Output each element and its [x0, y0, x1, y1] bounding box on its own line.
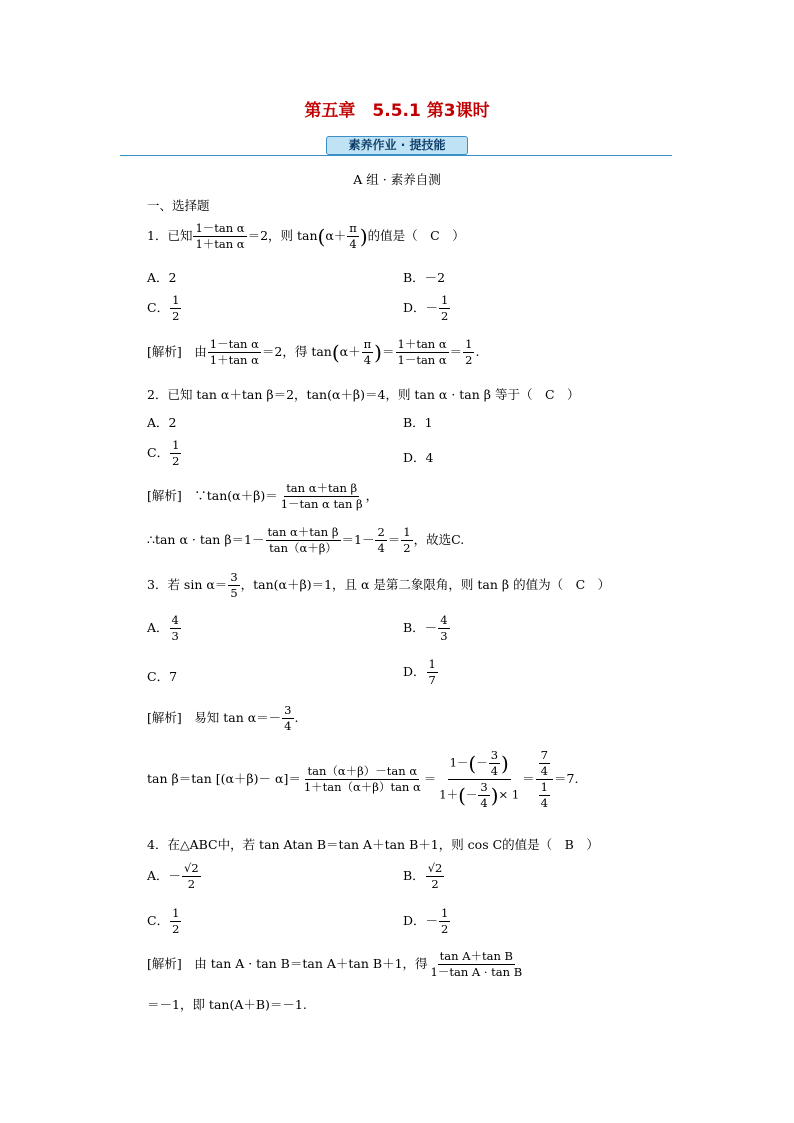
q4-opt-a-label: A．－ — [147, 868, 182, 883]
q4-option-a — [147, 862, 202, 891]
q3-opt-a-den: 3 — [171, 629, 179, 643]
q3-sol2-rn-frac — [539, 749, 550, 778]
q1-sol-num2: 1＋tan α — [397, 337, 447, 351]
question-3-stem — [147, 571, 610, 600]
q3-sol2-cnum — [448, 749, 511, 780]
q4-opt-a-den: 2 — [187, 877, 196, 891]
q3-sol1-den: 4 — [284, 719, 292, 733]
q3-sol2-num: tan（α＋β）－tan α — [307, 764, 418, 778]
q1-option-d — [403, 294, 451, 323]
q3-sol2-result-den — [536, 780, 553, 810]
q3-stem-num: 3 — [230, 570, 238, 584]
q3-stem-frac — [228, 571, 239, 600]
q3-sol2-result-frac — [536, 749, 553, 810]
q4-opt-b-den: 2 — [431, 877, 439, 891]
q3-sol2-cnum-paren-l: ( — [468, 751, 477, 776]
q2-sol1-prefix: [解析] ∵tan(α＋β)＝ — [147, 488, 278, 503]
q3-option-c: C．7 — [147, 669, 178, 684]
q1-sol-frac2 — [396, 338, 449, 367]
q3-sol2-result-num — [536, 749, 553, 780]
q3-opt-b-label: B．－ — [403, 620, 438, 635]
q4-opt-a-frac — [182, 862, 201, 891]
q1-stem-suffix: 的值是（ C ） — [367, 228, 465, 243]
section-banner: 素养作业 · 提技能 — [326, 136, 468, 155]
q2-sol2-den2: 4 — [377, 541, 385, 555]
q1-sol-pi: π — [363, 337, 372, 351]
q2-option-d: D．4 — [403, 450, 434, 465]
q2-opt-c-frac — [170, 439, 181, 468]
q1-stem-mid: ＝2，则 tan — [247, 228, 318, 243]
q1-opt-d-den: 2 — [441, 309, 449, 323]
q1-sol-mid: ＝2，得 tan — [261, 344, 332, 359]
q2-sol2-num2: 2 — [377, 525, 385, 539]
q1-option-a: A．2 — [147, 270, 177, 285]
q3-sol2-cnum-frac — [489, 749, 500, 778]
q3-sol2-cden-paren-l: ( — [458, 783, 466, 808]
q4-sol1-num: tan A＋tan B — [439, 949, 514, 963]
q3-sol2-eq2: ＝ — [522, 771, 535, 786]
q3-sol2-cnum-inner: － — [476, 755, 488, 770]
q2-sol1-frac — [279, 482, 365, 511]
q3-sol2-cden-n: 3 — [480, 780, 488, 794]
q3-sol2-cnum-prefix: 1－ — [449, 755, 469, 770]
q1-opt-c-den: 2 — [172, 309, 180, 323]
q3-sol2-end: ＝7. — [554, 771, 579, 786]
q2-option-b: B．1 — [403, 415, 433, 430]
q4-opt-c-den: 2 — [172, 922, 180, 936]
q2-sol2-frac2 — [375, 526, 386, 555]
q3-sol2-den: 1＋tan（α＋β）tan α — [303, 780, 421, 794]
q1-opt-d-num: 1 — [441, 293, 449, 307]
q1-option-b: B．－2 — [403, 270, 446, 285]
q2-solution-line-1 — [147, 482, 378, 511]
q3-sol2-cden-suffix: × 1 — [498, 787, 520, 802]
q3-sol2-complex-frac — [437, 749, 521, 810]
q2-sol2-den: tan（α＋β） — [269, 541, 337, 555]
q4-sol1-prefix: [解析] 由 tan A · tan B＝tan A＋tan B＋1，得 — [147, 956, 428, 971]
q2-sol1-end: ， — [365, 488, 379, 503]
q1-solution — [147, 338, 479, 367]
q2-sol2-mid: ＝1－ — [341, 532, 375, 547]
q3-sol1-num: 3 — [284, 703, 292, 717]
q2-opt-c-den: 2 — [172, 454, 180, 468]
group-heading: A 组 · 素养自测 — [353, 172, 441, 187]
q1-sol-den1: 1＋tan α — [209, 353, 259, 367]
section-heading: 一、选择题 — [147, 198, 210, 213]
q3-opt-a-num: 4 — [171, 613, 179, 627]
q3-opt-d-den: 7 — [428, 673, 436, 687]
q3-opt-b-den: 3 — [440, 629, 448, 643]
q1-paren-right: ) — [359, 224, 368, 249]
q1-opt-d-frac — [439, 294, 450, 323]
question-1-stem — [147, 222, 465, 251]
q2-option-a: A．2 — [147, 415, 177, 430]
q3-opt-d-frac — [427, 658, 438, 687]
q2-opt-c-num: 1 — [172, 438, 180, 452]
q3-sol2-cden-paren-r: ) — [490, 783, 499, 808]
q1-option-c — [147, 294, 182, 323]
q3-solution-line-2 — [147, 749, 578, 810]
q3-stem-suffix: ，tan(α＋β)＝1，且 α 是第二象限角，则 tan β 的值为（ C ） — [240, 577, 611, 592]
q3-opt-a-frac — [170, 614, 181, 643]
q2-sol1-num: tan α＋tan β — [286, 481, 358, 495]
q3-sol2-cden-prefix: 1＋ — [439, 787, 459, 802]
q2-sol2-end: ，故选C. — [413, 532, 465, 547]
q3-sol2-cden-inner: － — [465, 787, 478, 802]
q3-sol2-cnum-n: 3 — [490, 748, 499, 762]
q1-sol-den2: 1－tan α — [397, 353, 447, 367]
q2-option-c — [147, 439, 182, 468]
q1-opt-d-label: D．－ — [403, 300, 439, 315]
q1-sol-eq2: ＝ — [449, 344, 463, 359]
q3-opt-b-num: 4 — [440, 613, 448, 627]
q3-sol2-eq: ＝ — [423, 771, 437, 786]
q1-sol-alpha-plus: α＋ — [339, 344, 361, 359]
question-2-stem: 2．已知 tan α＋tan β＝2，tan(α＋β)＝4，则 tan α · tan β 等于（ C ） — [147, 387, 580, 402]
q1-opt-c-label: C． — [147, 300, 170, 315]
q4-option-d — [403, 907, 451, 936]
q3-sol2-rd1: 4 — [540, 764, 548, 778]
q3-stem-den: 5 — [230, 586, 238, 600]
q3-sol2-rn: 7 — [540, 748, 548, 762]
q1-sol-num1: 1－tan α — [209, 337, 259, 351]
q2-solution-line-2 — [147, 526, 464, 555]
q3-opt-d-num: 1 — [428, 657, 436, 671]
q4-opt-d-label: D．－ — [403, 913, 439, 928]
q1-frac-num: 1－tan α — [195, 221, 245, 235]
q3-solution-line-1 — [147, 704, 298, 733]
q1-alpha-plus: α＋ — [325, 228, 347, 243]
q2-sol2-frac — [266, 526, 341, 555]
q1-fraction — [193, 222, 246, 251]
q4-opt-c-label: C． — [147, 913, 170, 928]
q3-option-a — [147, 614, 182, 643]
q4-opt-d-den: 2 — [441, 922, 449, 936]
q2-sol2-num3: 1 — [403, 525, 411, 539]
q1-sol-paren-left: ( — [331, 340, 340, 365]
question-4-stem: 4．在△ABC中，若 tan Atan B＝tan A＋tan B＋1，则 cos C的值是（ B ） — [147, 837, 599, 852]
q4-opt-d-num: 1 — [441, 906, 449, 920]
q1-sol-four: 4 — [363, 353, 372, 367]
q1-stem-prefix: 1．已知 — [147, 228, 193, 243]
q2-sol2-frac3 — [401, 526, 412, 555]
q4-opt-c-frac — [170, 907, 181, 936]
page-title: 第五章 5.5.1 第3课时 — [304, 101, 490, 121]
q3-sol2-frac — [302, 765, 423, 794]
q3-sol2-rd-d: 4 — [540, 796, 548, 810]
q1-paren-left: ( — [317, 224, 326, 249]
q3-option-b — [403, 614, 451, 643]
q1-sol-half-den: 2 — [465, 353, 473, 367]
q4-option-b — [403, 862, 445, 891]
q3-sol1-prefix: [解析] 易知 tan α＝－ — [147, 710, 282, 725]
q4-solution-line-1 — [147, 950, 525, 979]
q1-pi: π — [349, 221, 357, 235]
q1-sol-half-num: 1 — [465, 337, 473, 351]
q4-sol1-den: 1－tan A · tan B — [430, 965, 523, 979]
q4-opt-c-num: 1 — [172, 906, 180, 920]
q1-sol-pi-frac — [362, 338, 374, 367]
q3-sol2-rd-n: 1 — [540, 780, 548, 794]
q2-sol1-den: 1－tan α tan β — [280, 497, 363, 511]
q3-sol2-prefix: tan β＝tan [(α＋β)－ α]＝ — [147, 771, 301, 786]
q4-sol1-frac — [429, 950, 525, 979]
q2-sol2-num: tan α＋tan β — [267, 525, 339, 539]
q2-sol2-eq: ＝ — [387, 532, 401, 547]
q1-sol-half — [463, 338, 474, 367]
q1-pi-fraction — [347, 222, 359, 251]
q2-sol2-prefix: ∴tan α · tan β＝1－ — [147, 532, 265, 547]
q3-sol2-cden-d: 4 — [480, 796, 488, 810]
q4-opt-d-frac — [439, 907, 450, 936]
q4-solution-line-2: ＝－1，即 tan(A＋B)＝－1. — [147, 997, 307, 1012]
q3-opt-b-frac — [438, 614, 449, 643]
q3-sol2-rd-frac — [539, 781, 550, 810]
q3-sol2-cden — [437, 780, 521, 810]
q4-opt-b-frac — [426, 862, 445, 891]
q4-option-c — [147, 907, 182, 936]
q4-opt-a-num: √2 — [184, 861, 199, 875]
q3-sol2-cnum-d: 4 — [490, 764, 499, 778]
q1-sol-prefix: [解析] 由 — [147, 344, 207, 359]
q1-sol-eq: ＝ — [381, 344, 395, 359]
q4-opt-b-label: B． — [403, 868, 425, 883]
q3-stem-prefix: 3．若 sin α＝ — [147, 577, 228, 592]
q1-four: 4 — [349, 237, 357, 251]
divider — [120, 155, 672, 156]
q2-opt-c-label: C． — [147, 445, 170, 460]
q3-sol2-cden-frac — [478, 781, 489, 810]
q3-option-d — [403, 658, 439, 687]
q3-sol1-end: . — [294, 710, 299, 725]
q3-sol2-cnum-paren-r: ) — [501, 751, 509, 776]
q3-sol1-frac — [282, 704, 293, 733]
q2-sol2-den3: 2 — [403, 541, 411, 555]
q4-opt-b-num: √2 — [427, 861, 443, 875]
q1-sol-frac1 — [208, 338, 261, 367]
q1-sol-end: . — [475, 344, 480, 359]
q3-opt-a-label: A． — [147, 620, 169, 635]
q3-opt-d-label: D． — [403, 664, 426, 679]
q1-opt-c-frac — [170, 294, 181, 323]
q1-opt-c-num: 1 — [172, 293, 180, 307]
q1-frac-den: 1＋tan α — [195, 237, 245, 251]
q1-sol-paren-right: ) — [374, 340, 382, 365]
